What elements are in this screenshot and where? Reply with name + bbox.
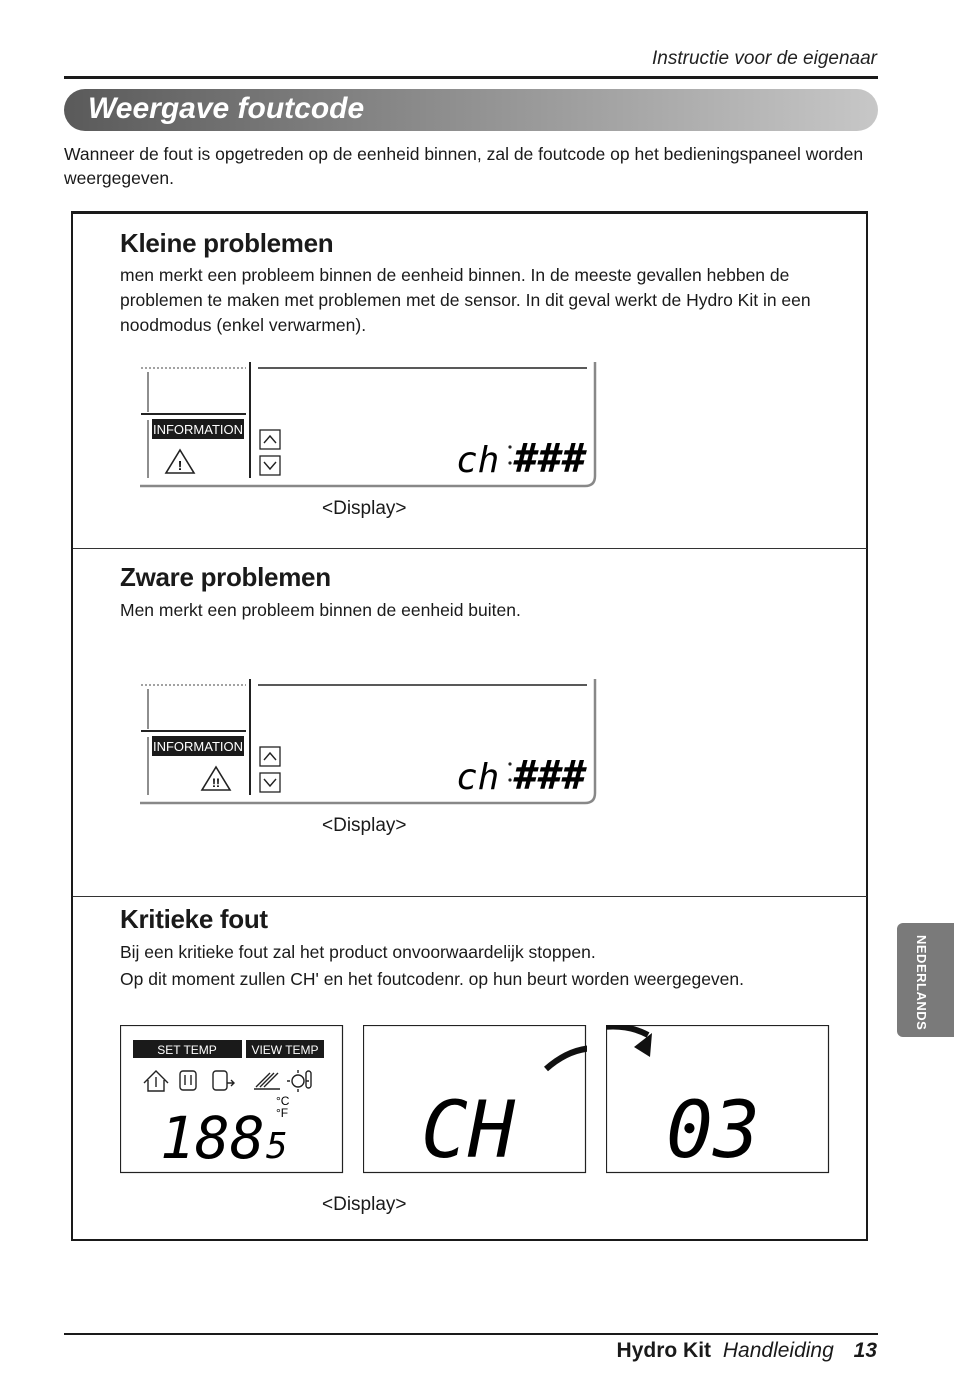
page-number: 13 bbox=[853, 1339, 877, 1362]
temp-digits: 188 bbox=[160, 1104, 265, 1172]
section-text-kritieke-line-1: Bij een kritieke fout zal het product onvoorwaardelijk stoppen. bbox=[120, 942, 596, 962]
info-label: INFORMATION bbox=[152, 739, 244, 754]
header-rule bbox=[64, 76, 878, 79]
section-title-kleine: Kleine problemen bbox=[120, 228, 334, 258]
display-zware bbox=[138, 677, 600, 809]
error-code: ### bbox=[514, 436, 587, 482]
language-tab-label: NEDERLANDS bbox=[914, 935, 929, 1031]
svg-text:!: ! bbox=[177, 458, 183, 473]
intro-text: Wanneer de fout is opgetreden op de eenheid binnen, zal de foutcode op het bedieningspaneel worden weergegeven. bbox=[64, 144, 864, 188]
warning-icon bbox=[166, 450, 194, 473]
view-temp-label: VIEW TEMP bbox=[251, 1043, 319, 1057]
language-tab[interactable] bbox=[897, 923, 954, 1037]
display-critical-2 bbox=[363, 1025, 587, 1175]
error-prefix: ch bbox=[456, 440, 500, 481]
svg-text:!!: !! bbox=[212, 776, 220, 790]
double-warning-icon bbox=[202, 767, 230, 790]
footer-brand: Hydro Kit bbox=[616, 1339, 712, 1362]
header-note: Instructie voor de eigenaar bbox=[652, 48, 877, 69]
display-caption: <Display> bbox=[322, 498, 407, 519]
display-critical-3 bbox=[606, 1025, 830, 1175]
section-text-kleine: men merkt een probleem binnen de eenheid binnen. In de meeste gevallen hebben de problemen te maken met problemen met de sensor. In dit geval werkt de Hydro Kit in een noodmodus (enkel verwarmen). bbox=[120, 265, 811, 335]
unit-fahrenheit: °F bbox=[276, 1106, 289, 1120]
critical-screen-ch: CH bbox=[421, 1086, 515, 1175]
error-prefix: ch bbox=[456, 757, 500, 798]
section-text-zware: Men merkt een probleem binnen de eenheid buiten. bbox=[120, 600, 521, 620]
arrow-up-icon bbox=[260, 430, 280, 449]
arrow-down-icon bbox=[260, 773, 280, 792]
section-title-kritieke: Kritieke fout bbox=[120, 904, 268, 934]
info-label: INFORMATION bbox=[152, 422, 244, 437]
error-code: ### bbox=[514, 753, 587, 799]
title-bar bbox=[64, 89, 878, 131]
page-title: Weergave foutcode bbox=[88, 92, 365, 125]
critical-screen-code: 03 bbox=[666, 1086, 760, 1175]
unit-celsius: °C bbox=[276, 1094, 290, 1108]
arrow-down-icon bbox=[260, 456, 280, 475]
display-critical-1 bbox=[120, 1025, 344, 1175]
arrow-up-icon bbox=[260, 747, 280, 766]
footer bbox=[617, 1339, 877, 1363]
display-caption: <Display> bbox=[322, 815, 407, 836]
temp-digit-suffix: 5 bbox=[266, 1126, 288, 1167]
display-kleine bbox=[138, 360, 600, 492]
section-text-kritieke-line-2: Op dit moment zullen CH' en het foutcodenr. op hun beurt worden weergegeven. bbox=[120, 969, 745, 989]
section-divider bbox=[73, 896, 867, 897]
footer-rule bbox=[64, 1333, 878, 1335]
section-title-zware: Zware problemen bbox=[120, 562, 331, 592]
set-temp-label: SET TEMP bbox=[157, 1043, 217, 1057]
section-divider bbox=[73, 548, 867, 549]
display-caption: <Display> bbox=[322, 1194, 407, 1215]
footer-manual: Handleiding bbox=[722, 1339, 834, 1362]
